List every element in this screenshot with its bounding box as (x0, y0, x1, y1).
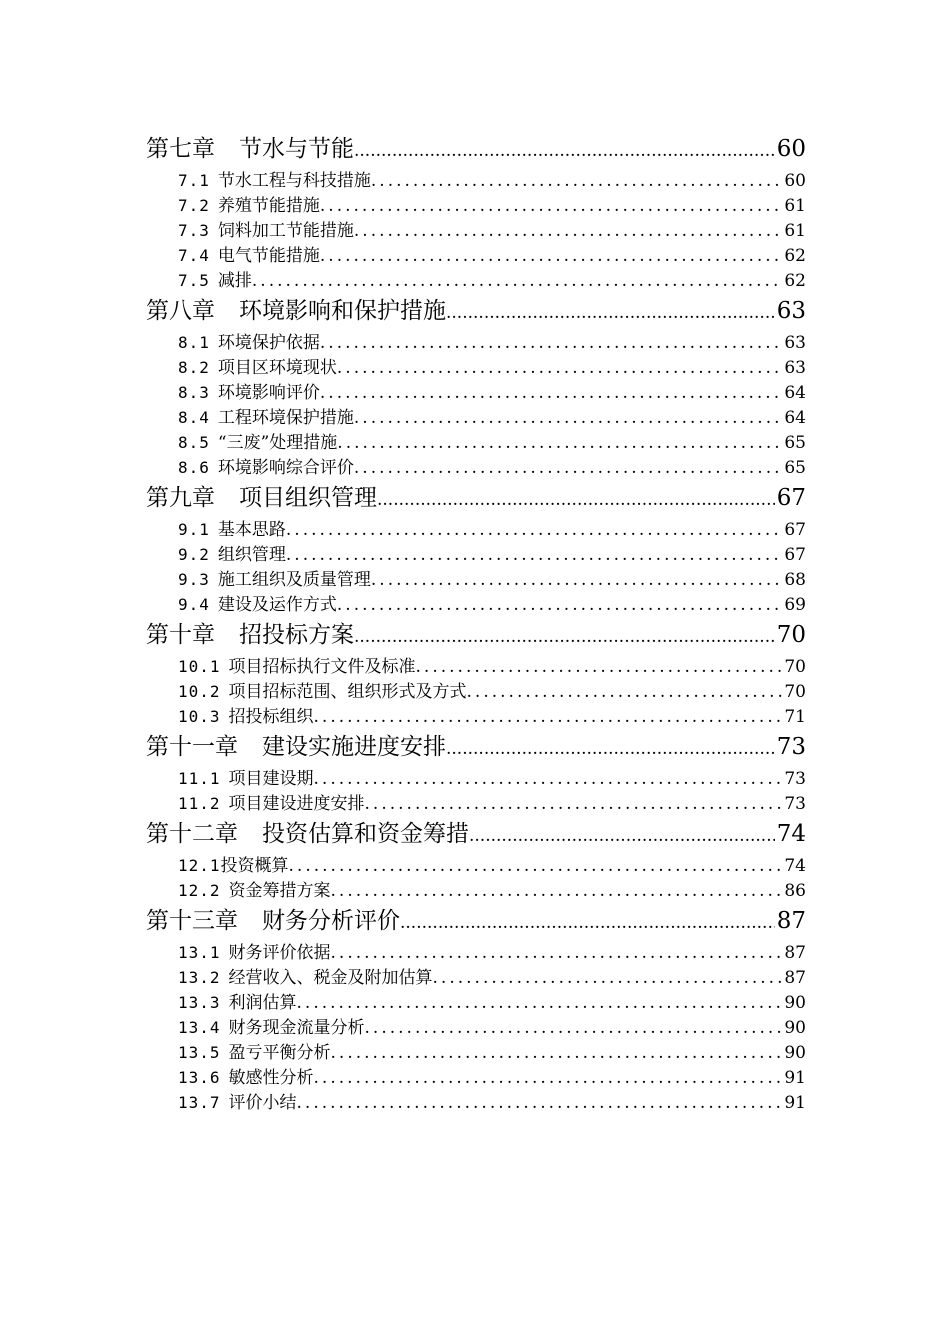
section-title: 组织管理 (217, 545, 286, 565)
section-title: 项目招标执行文件及标准 (228, 657, 416, 677)
toc-chapter-entry[interactable] (146, 816, 806, 853)
toc-section-entry[interactable] (146, 455, 806, 480)
chapter-title: 招投标方案 (239, 622, 354, 648)
section-number: 9.4 (178, 595, 210, 614)
section-title: 养殖节能措施 (217, 196, 320, 216)
dot-leader (400, 905, 775, 940)
section-page-number: 70 (784, 657, 806, 677)
section-page-number: 60 (784, 171, 806, 191)
dot-leader (320, 194, 782, 218)
section-number: 9.1 (178, 520, 210, 539)
section-number: 8.1 (178, 333, 210, 352)
section-title: 敏感性分析 (228, 1068, 314, 1088)
toc-section-entry[interactable] (146, 1040, 806, 1065)
section-number: 9.2 (178, 545, 210, 564)
toc-section-entry[interactable] (146, 380, 806, 405)
toc-section-entry[interactable] (146, 268, 806, 293)
section-number: 7.5 (178, 271, 210, 290)
section-page-number: 90 (784, 1018, 806, 1038)
chapter-page-number: 63 (776, 298, 806, 324)
section-title: 建设及运作方式 (217, 595, 337, 615)
section-title: 节水工程与科技措施 (217, 171, 371, 191)
toc-section-entry[interactable] (146, 168, 806, 193)
toc-chapter-entry[interactable] (146, 617, 806, 654)
section-number: 13.2 (178, 968, 221, 987)
toc-section-entry[interactable] (146, 990, 806, 1015)
dot-leader (252, 269, 782, 293)
section-page-number: 71 (784, 707, 806, 727)
toc-section-entry[interactable] (146, 940, 806, 965)
dot-leader (320, 244, 782, 268)
section-number: 12.1 (178, 856, 221, 875)
section-number: 11.2 (178, 794, 221, 813)
section-title: 项目区环境现状 (217, 358, 337, 378)
section-page-number: 63 (784, 333, 806, 353)
section-number: 11.1 (178, 769, 221, 788)
dot-leader (354, 619, 775, 654)
section-page-number: 68 (784, 570, 806, 590)
section-number: 13.5 (178, 1043, 221, 1062)
toc-section-entry[interactable] (146, 430, 806, 455)
dot-leader (446, 731, 775, 766)
section-page-number: 87 (784, 943, 806, 963)
section-page-number: 86 (784, 881, 806, 901)
section-page-number: 70 (784, 682, 806, 702)
section-title: 盈亏平衡分析 (228, 1043, 331, 1063)
section-title: 资金筹措方案 (228, 881, 331, 901)
section-page-number: 91 (784, 1093, 806, 1113)
section-page-number: 65 (784, 458, 806, 478)
toc-section-entry[interactable] (146, 330, 806, 355)
toc-section-entry[interactable] (146, 405, 806, 430)
section-page-number: 91 (784, 1068, 806, 1088)
section-title: “三废”处理措施 (217, 433, 338, 453)
section-title: 项目建设期 (228, 769, 314, 789)
chapter-page-number: 87 (776, 908, 806, 934)
section-number: 8.6 (178, 458, 210, 477)
section-title: 环境影响评价 (217, 383, 320, 403)
section-number: 7.3 (178, 221, 210, 240)
table-of-contents (146, 131, 806, 1115)
dot-leader (314, 705, 783, 729)
toc-section-entry[interactable] (146, 965, 806, 990)
chapter-number: 第十二章 (146, 821, 238, 847)
section-title: 利润估算 (228, 993, 297, 1013)
toc-section-entry[interactable] (146, 878, 806, 903)
section-number: 8.2 (178, 358, 210, 377)
toc-section-entry[interactable] (146, 243, 806, 268)
section-number: 13.4 (178, 1018, 221, 1037)
toc-section-entry[interactable] (146, 1090, 806, 1115)
toc-section-entry[interactable] (146, 766, 806, 791)
section-page-number: 64 (784, 383, 806, 403)
dot-leader (314, 767, 783, 791)
section-title: 饲料加工节能措施 (217, 221, 354, 241)
chapter-page-number: 70 (776, 622, 806, 648)
toc-section-entry[interactable] (146, 218, 806, 243)
section-title: 减排 (217, 271, 252, 291)
chapter-number: 第十章 (146, 622, 215, 648)
dot-leader (354, 219, 782, 243)
toc-section-entry[interactable] (146, 853, 806, 878)
toc-section-entry[interactable] (146, 679, 806, 704)
section-page-number: 61 (784, 221, 806, 241)
chapter-number: 第七章 (146, 136, 215, 162)
dot-leader (320, 331, 782, 355)
dot-leader (365, 1016, 783, 1040)
section-page-number: 74 (784, 856, 806, 876)
dot-leader (467, 680, 783, 704)
toc-section-entry[interactable] (146, 592, 806, 617)
dot-leader (297, 1091, 783, 1115)
toc-chapter-entry[interactable] (146, 729, 806, 766)
toc-chapter-entry[interactable] (146, 131, 806, 168)
dot-leader (433, 966, 783, 990)
chapter-page-number: 67 (776, 485, 806, 511)
toc-section-entry[interactable] (146, 567, 806, 592)
section-title: 环境影响综合评价 (217, 458, 354, 478)
chapter-number: 第十三章 (146, 908, 238, 934)
dot-leader (354, 456, 782, 480)
chapter-title: 投资估算和资金筹措 (262, 821, 469, 847)
chapter-number: 第八章 (146, 298, 215, 324)
section-number: 10.2 (178, 682, 221, 701)
section-title: 电气节能措施 (217, 246, 320, 266)
section-page-number: 69 (784, 595, 806, 615)
section-number: 8.5 (178, 433, 210, 452)
dot-leader (297, 991, 783, 1015)
section-title: 工程环境保护措施 (217, 408, 354, 428)
dot-leader (354, 133, 775, 168)
toc-chapter-entry[interactable] (146, 293, 806, 330)
dot-leader (371, 169, 782, 193)
section-title: 财务现金流量分析 (228, 1018, 365, 1038)
section-page-number: 64 (784, 408, 806, 428)
section-number: 8.4 (178, 408, 210, 427)
section-title: 招投标组织 (228, 707, 314, 727)
dot-leader (314, 1066, 783, 1090)
dot-leader (377, 482, 775, 517)
section-number: 7.4 (178, 246, 210, 265)
section-title: 财务评价依据 (228, 943, 331, 963)
toc-section-entry[interactable] (146, 193, 806, 218)
chapter-title: 环境影响和保护措施 (239, 298, 446, 324)
dot-leader (416, 655, 783, 679)
section-title: 投资概算 (220, 856, 289, 876)
section-number: 13.6 (178, 1068, 221, 1087)
section-number: 10.3 (178, 707, 221, 726)
dot-leader (371, 568, 782, 592)
section-page-number: 73 (784, 769, 806, 789)
section-page-number: 87 (784, 968, 806, 988)
dot-leader (286, 543, 782, 567)
toc-section-entry[interactable] (146, 517, 806, 542)
toc-section-entry[interactable] (146, 355, 806, 380)
section-page-number: 67 (784, 520, 806, 540)
toc-section-entry[interactable] (146, 791, 806, 816)
section-number: 12.2 (178, 881, 221, 900)
chapter-number: 第九章 (146, 485, 215, 511)
toc-section-entry[interactable] (146, 654, 806, 679)
chapter-title: 项目组织管理 (239, 485, 377, 511)
section-number: 13.1 (178, 943, 221, 962)
chapter-page-number: 60 (776, 136, 806, 162)
section-page-number: 62 (784, 246, 806, 266)
dot-leader (320, 381, 782, 405)
dot-leader (337, 593, 782, 617)
section-page-number: 73 (784, 794, 806, 814)
chapter-number: 第十一章 (146, 734, 238, 760)
toc-section-entry[interactable] (146, 1065, 806, 1090)
dot-leader (446, 295, 775, 330)
section-number: 8.3 (178, 383, 210, 402)
chapter-title: 节水与节能 (239, 136, 354, 162)
section-title: 评价小结 (228, 1093, 297, 1113)
section-page-number: 61 (784, 196, 806, 216)
section-title: 基本思路 (217, 520, 286, 540)
dot-leader (286, 518, 782, 542)
dot-leader (469, 818, 775, 853)
dot-leader (331, 1041, 783, 1065)
toc-section-entry[interactable] (146, 542, 806, 567)
section-title: 项目招标范围、组织形式及方式 (228, 682, 467, 702)
section-title: 项目建设进度安排 (228, 794, 365, 814)
section-title: 施工组织及质量管理 (217, 570, 371, 590)
chapter-page-number: 73 (776, 734, 806, 760)
toc-chapter-entry[interactable] (146, 903, 806, 940)
chapter-page-number: 74 (776, 821, 806, 847)
toc-section-entry[interactable] (146, 1015, 806, 1040)
section-page-number: 62 (784, 271, 806, 291)
section-title: 经营收入、税金及附加估算 (228, 968, 433, 988)
section-number: 7.2 (178, 196, 210, 215)
dot-leader (354, 406, 782, 430)
section-number: 9.3 (178, 570, 210, 589)
dot-leader (331, 879, 783, 903)
chapter-title: 财务分析评价 (262, 908, 400, 934)
section-page-number: 65 (784, 433, 806, 453)
section-number: 13.3 (178, 993, 221, 1012)
dot-leader (289, 854, 783, 878)
dot-leader (337, 431, 782, 455)
section-title: 环境保护依据 (217, 333, 320, 353)
section-page-number: 90 (784, 1043, 806, 1063)
dot-leader (365, 792, 783, 816)
section-page-number: 90 (784, 993, 806, 1013)
dot-leader (331, 941, 783, 965)
dot-leader (337, 356, 782, 380)
section-page-number: 67 (784, 545, 806, 565)
toc-chapter-entry[interactable] (146, 480, 806, 517)
section-number: 10.1 (178, 657, 221, 676)
toc-section-entry[interactable] (146, 704, 806, 729)
section-page-number: 63 (784, 358, 806, 378)
section-number: 7.1 (178, 171, 210, 190)
chapter-title: 建设实施进度安排 (262, 734, 446, 760)
section-number: 13.7 (178, 1093, 221, 1112)
